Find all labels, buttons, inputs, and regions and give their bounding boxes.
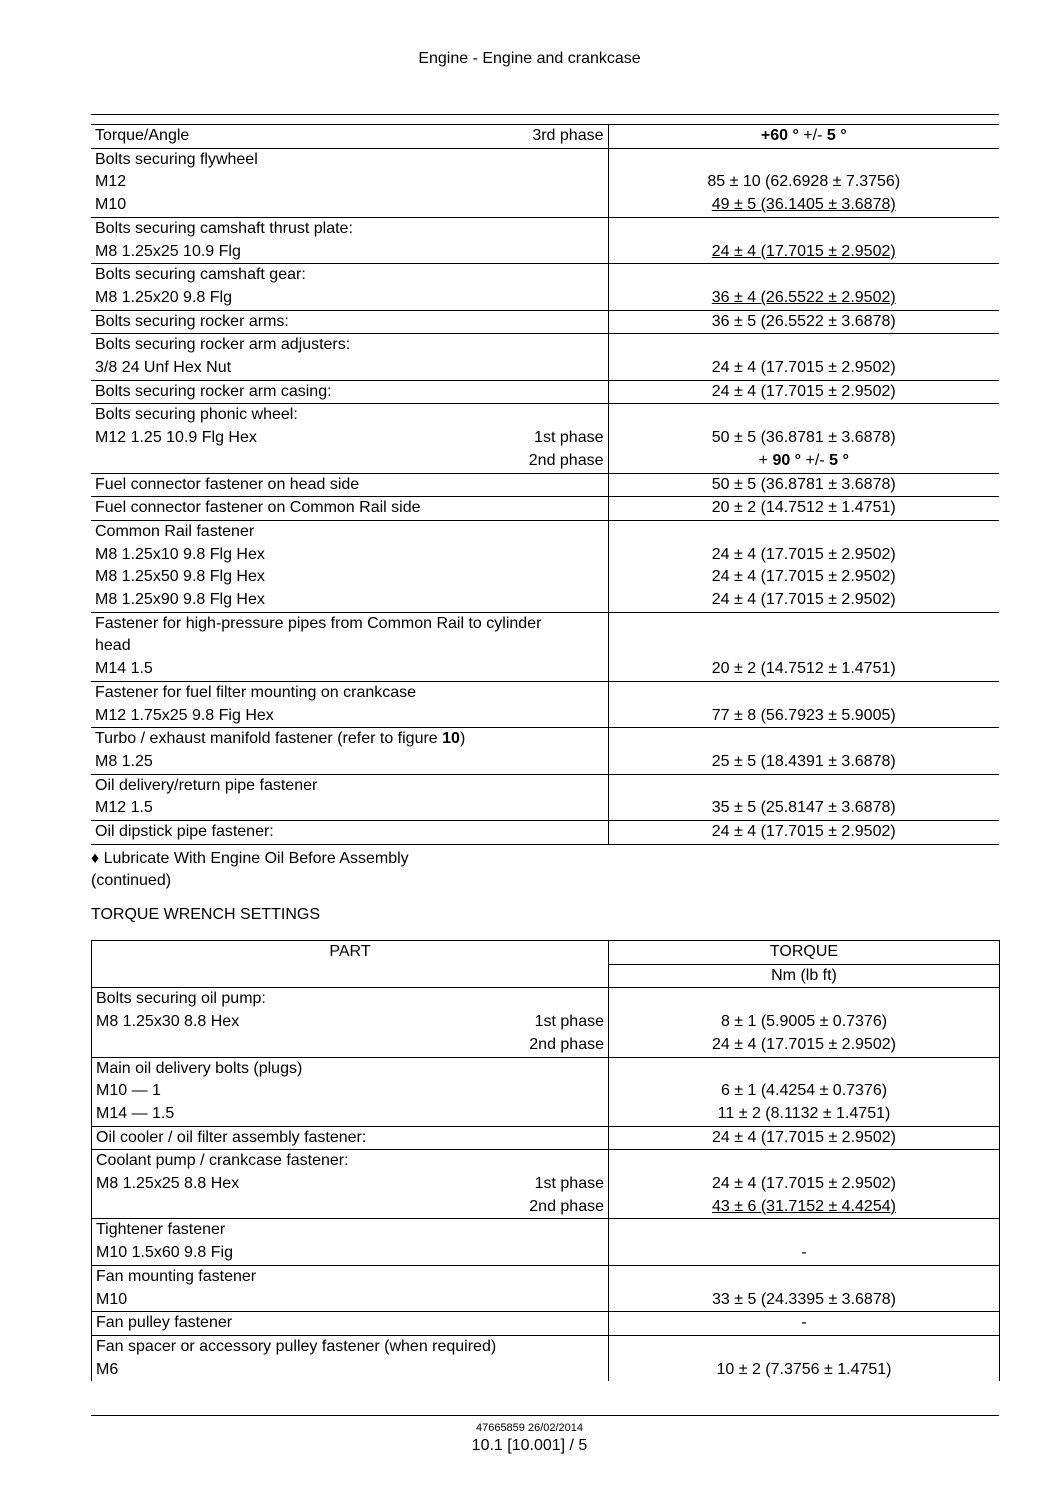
part-spec: M8 1.25x50 9.8 Flg Hex — [91, 566, 608, 589]
table-row — [91, 612, 999, 635]
table-row — [91, 264, 999, 287]
page-number: 10.1 [10.001] / 5 — [471, 1437, 588, 1454]
table-row — [92, 1359, 1000, 1382]
torque-value: 24 ± 4 (17.7015 ± 2.9502) — [711, 545, 896, 563]
torque-table-continued — [91, 124, 999, 845]
torque-value: 33 ± 5 (24.3395 ± 3.6878) — [712, 1290, 896, 1308]
torque-value: - — [609, 1312, 1000, 1336]
table-row — [92, 1335, 1000, 1358]
table-row — [91, 751, 999, 774]
part-label: Turbo / exhaust manifold fastener (refer to figure — [95, 730, 443, 748]
torque-value: 35 ± 5 (25.8147 ± 3.6878) — [711, 799, 896, 817]
table-row — [92, 1103, 1000, 1126]
part-label: Coolant pump / crankcase fastener: — [92, 1150, 609, 1173]
table-row — [91, 544, 999, 567]
part-label-cont: head — [91, 635, 608, 658]
part-spec: M8 1.25x25 10.9 Flg — [91, 241, 608, 264]
table-row — [91, 728, 999, 751]
table-row — [91, 171, 999, 194]
part-spec: M12 1.75x25 9.8 Fig Hex — [91, 705, 608, 728]
torque-value: 6 ± 1 (4.4254 ± 0.7376) — [720, 1082, 888, 1100]
phase-label: 2nd phase — [529, 1197, 604, 1215]
table-row — [91, 566, 999, 589]
part-spec: M10 1.5x60 9.8 Fig — [92, 1242, 609, 1265]
continued-text: (continued) — [91, 872, 172, 889]
header-rule — [91, 114, 999, 115]
table-row — [91, 681, 999, 704]
part-spec: M10 — [91, 194, 608, 217]
table-row — [92, 1080, 1000, 1103]
torque-value: - — [801, 1244, 807, 1262]
torque-value: 36 ± 4 (26.5522 ± 2.9502) — [711, 288, 896, 306]
part-label: Oil dipstick pipe fastener: — [91, 821, 608, 845]
table-row — [91, 404, 999, 427]
column-header-torque: TORQUE — [769, 943, 839, 960]
torque-value: 43 ± 6 (31.7152 ± 4.4254) — [712, 1197, 896, 1215]
torque-value: 50 ± 5 (36.8781 ± 3.6878) — [608, 473, 999, 497]
part-label: Main oil delivery bolts (plugs) — [92, 1057, 609, 1080]
part-spec: M10 — [92, 1289, 609, 1312]
part-spec: M12 1.25 10.9 Flg Hex — [95, 429, 257, 447]
table-row — [91, 797, 999, 820]
part-label: Common Rail fastener — [91, 520, 608, 543]
angle-tolerance: 5 ° — [829, 451, 849, 469]
table-row — [92, 1034, 1000, 1057]
footer-rule — [91, 1415, 999, 1416]
part-label: Bolts securing rocker arm adjusters: — [91, 334, 608, 357]
table-row — [91, 125, 999, 149]
torque-value: 24 ± 4 (17.7015 ± 2.9502) — [711, 359, 896, 377]
phase-label: 2nd phase — [528, 451, 604, 469]
torque-value: 20 ± 2 (14.7512 ± 1.4751) — [608, 497, 999, 521]
part-spec: M8 1.25x10 9.8 Flg Hex — [91, 544, 608, 567]
torque-value: 11 ± 2 (8.1132 ± 1.4751) — [717, 1104, 891, 1122]
table-row — [91, 427, 999, 450]
part-label: Bolts securing rocker arms: — [91, 310, 608, 334]
part-spec: M10 — 1 — [92, 1080, 609, 1103]
column-header-part: PART — [92, 941, 609, 988]
torque-value: 24 ± 4 (17.7015 ± 2.9502) — [711, 591, 896, 609]
table-row — [91, 658, 999, 681]
torque-value: 10 ± 2 (7.3756 ± 1.4751) — [716, 1360, 892, 1378]
table-row — [92, 988, 1000, 1011]
table-row — [91, 821, 999, 845]
torque-value: 24 ± 4 (17.7015 ± 2.9502) — [711, 242, 896, 260]
angle-prefix: + — [758, 451, 773, 469]
part-label: Fastener for fuel filter mounting on crankcase — [91, 681, 608, 704]
table-row — [92, 1057, 1000, 1080]
table-row — [91, 241, 999, 264]
part-label: Bolts securing flywheel — [91, 148, 608, 171]
torque-value: 85 ± 10 (62.6928 ± 7.3756) — [707, 173, 901, 191]
table-row — [92, 1126, 1000, 1150]
part-spec: M6 — [92, 1359, 609, 1382]
torque-value: 8 ± 1 (5.9005 ± 0.7376) — [720, 1013, 888, 1031]
part-spec: M8 1.25x25 8.8 Hex — [96, 1175, 240, 1193]
part-label: Torque/Angle — [95, 127, 190, 144]
table-row — [92, 1289, 1000, 1312]
table-row — [92, 1011, 1000, 1034]
phase-label: 1st phase — [534, 1013, 604, 1031]
table-row — [92, 1242, 1000, 1265]
part-spec: M14 1.5 — [91, 658, 608, 681]
part-label: Oil delivery/return pipe fastener — [91, 774, 608, 797]
table-row — [91, 194, 999, 217]
page-header-title: Engine - Engine and crankcase — [418, 50, 641, 67]
part-label-end: ) — [459, 730, 466, 748]
document-id: 47665859 26/02/2014 — [475, 1422, 584, 1434]
torque-value: 24 ± 4 (17.7015 ± 2.9502) — [609, 1126, 1000, 1150]
section-title: TORQUE WRENCH SETTINGS — [91, 906, 321, 923]
lubricate-note — [91, 848, 409, 892]
part-spec: 3/8 24 Unf Hex Nut — [91, 357, 608, 380]
table-row — [92, 1173, 1000, 1196]
angle-tolerance-sep: +/- — [798, 127, 827, 144]
angle-value: +60 ° — [760, 127, 799, 144]
table-row — [91, 310, 999, 334]
table-row — [92, 1312, 1000, 1336]
torque-value: 36 ± 5 (26.5522 ± 3.6878) — [608, 310, 999, 334]
part-label: Fan spacer or accessory pulley fastener (when required) — [92, 1335, 609, 1358]
torque-value: 20 ± 2 (14.7512 ± 1.4751) — [711, 660, 896, 678]
table-row — [92, 1150, 1000, 1173]
phase-label: 2nd phase — [529, 1035, 604, 1053]
part-label: Fuel connector fastener on head side — [91, 473, 608, 497]
part-spec: M8 1.25x30 8.8 Hex — [96, 1013, 240, 1031]
torque-value: 25 ± 5 (18.4391 ± 3.6878) — [711, 752, 896, 770]
part-label: Bolts securing camshaft thrust plate: — [91, 217, 608, 240]
note-text: ♦ Lubricate With Engine Oil Before Assembly — [91, 850, 409, 867]
table-row — [91, 357, 999, 380]
table-row — [91, 473, 999, 497]
angle-tolerance: 5 ° — [826, 127, 847, 144]
torque-value: 77 ± 8 (56.7923 ± 5.9005) — [711, 706, 896, 724]
torque-value: 24 ± 4 (17.7015 ± 2.9502) — [711, 568, 896, 586]
table-row — [91, 705, 999, 728]
part-label: Bolts securing oil pump: — [92, 988, 609, 1011]
part-label: Fuel connector fastener on Common Rail side — [91, 497, 608, 521]
table-row — [91, 497, 999, 521]
table-row — [92, 1265, 1000, 1288]
part-label: Bolts securing phonic wheel: — [91, 404, 608, 427]
torque-value: 49 ± 5 (36.1405 ± 3.6878) — [711, 196, 896, 214]
torque-value: 24 ± 4 (17.7015 ± 2.9502) — [608, 821, 999, 845]
part-label: Fastener for high-pressure pipes from Common Rail to cylinder — [91, 612, 608, 635]
part-spec: M8 1.25x20 9.8 Flg — [91, 287, 608, 310]
part-spec: M14 — 1.5 — [92, 1103, 609, 1126]
table-row — [91, 217, 999, 240]
phase-label: 1st phase — [534, 1175, 604, 1193]
table-row — [91, 635, 999, 658]
table-row — [91, 520, 999, 543]
part-label: Fan pulley fastener — [92, 1312, 609, 1336]
torque-wrench-settings-table — [91, 940, 1000, 1381]
column-header-unit: Nm (lb ft) — [609, 964, 1000, 988]
table-row — [92, 1219, 1000, 1242]
phase-label: 1st phase — [534, 429, 604, 447]
part-spec: M8 1.25x90 9.8 Flg Hex — [91, 589, 608, 612]
table-row — [91, 450, 999, 473]
table-row — [91, 589, 999, 612]
angle-value: 90 ° — [772, 451, 802, 469]
torque-value: 24 ± 4 (17.7015 ± 2.9502) — [712, 1035, 896, 1053]
table-row — [91, 148, 999, 171]
part-label: Tightener fastener — [92, 1219, 609, 1242]
table-row — [91, 334, 999, 357]
torque-value: 24 ± 4 (17.7015 ± 2.9502) — [712, 1175, 896, 1193]
part-spec: M8 1.25 — [91, 751, 608, 774]
part-label: Bolts securing camshaft gear: — [91, 264, 608, 287]
table-row — [91, 287, 999, 310]
part-label: Fan mounting fastener — [92, 1265, 609, 1288]
table-row — [91, 380, 999, 404]
table-row — [91, 774, 999, 797]
part-spec: M12 — [91, 171, 608, 194]
part-label: Bolts securing rocker arm casing: — [91, 380, 608, 404]
part-spec: M12 1.5 — [91, 797, 608, 820]
table-row — [92, 1196, 1000, 1219]
figure-ref: 10 — [442, 730, 460, 748]
torque-value: 24 ± 4 (17.7015 ± 2.9502) — [608, 380, 999, 404]
phase-label: 3rd phase — [532, 127, 604, 144]
table-header-row — [92, 941, 1000, 965]
part-label: Oil cooler / oil filter assembly fastener: — [92, 1126, 609, 1150]
torque-value: 50 ± 5 (36.8781 ± 3.6878) — [711, 429, 896, 447]
angle-tolerance-sep: +/- — [801, 451, 830, 469]
